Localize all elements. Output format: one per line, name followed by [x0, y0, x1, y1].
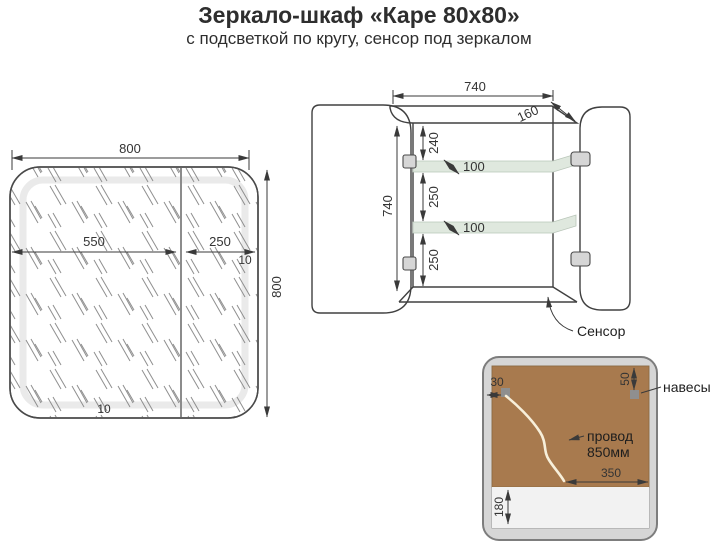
dim-overall-width: 800: [119, 141, 141, 156]
glass-shelf-top: [413, 154, 576, 172]
dim-hanger-side-offset: 30: [490, 375, 504, 389]
dim-shelf-depth-bottom: 100: [463, 220, 485, 235]
dim-overall-height: 800: [269, 276, 284, 298]
dim-line-depth: [551, 102, 575, 121]
open-view: [312, 79, 630, 339]
shelf-clip: [403, 257, 416, 270]
front-view: [10, 141, 284, 418]
dim-gap-bottom: 250: [426, 249, 441, 271]
dim-hanger-top-offset: 50: [618, 372, 632, 386]
shelf-clip: [571, 252, 590, 266]
dim-inner-height: 740: [380, 195, 395, 217]
hangers-label: навесы: [663, 379, 711, 395]
dim-depth: 160: [514, 102, 541, 125]
dim-wire-to-edge: 350: [600, 466, 622, 480]
mirror-glass-hatch: [10, 167, 258, 418]
dim-shelf-depth-top: 100: [463, 159, 485, 174]
left-door-open: [312, 105, 411, 313]
dim-led-strip-bottom: 10: [97, 402, 111, 416]
dim-gap-top: 240: [426, 132, 441, 154]
wire-label-line1: провод: [587, 428, 634, 444]
dim-right-door-width: 250: [209, 234, 231, 249]
dim-bottom-strip-height: 180: [492, 496, 506, 518]
wire-label-line2: 850мм: [587, 444, 630, 460]
dim-left-door-width: 550: [83, 234, 105, 249]
shelf-clip: [571, 152, 590, 166]
cabinet-top-face: [390, 106, 577, 123]
dim-led-strip-right: 10: [238, 253, 252, 267]
shelf-clip: [403, 155, 416, 168]
sensor-label: Сенсор: [577, 323, 626, 339]
hanger-right: [630, 390, 639, 399]
product-title: Зеркало-шкаф «Каре 80х80»: [198, 2, 520, 28]
bottom-strip: [492, 487, 649, 528]
glass-shelf-bottom: [413, 215, 576, 233]
product-subtitle: с подсветкой по кругу, сенсор под зеркалом: [186, 29, 532, 48]
back-view: [483, 357, 711, 540]
dim-inner-width: 740: [464, 79, 486, 94]
right-door-open: [580, 107, 630, 310]
dim-gap-middle: 250: [426, 186, 441, 208]
